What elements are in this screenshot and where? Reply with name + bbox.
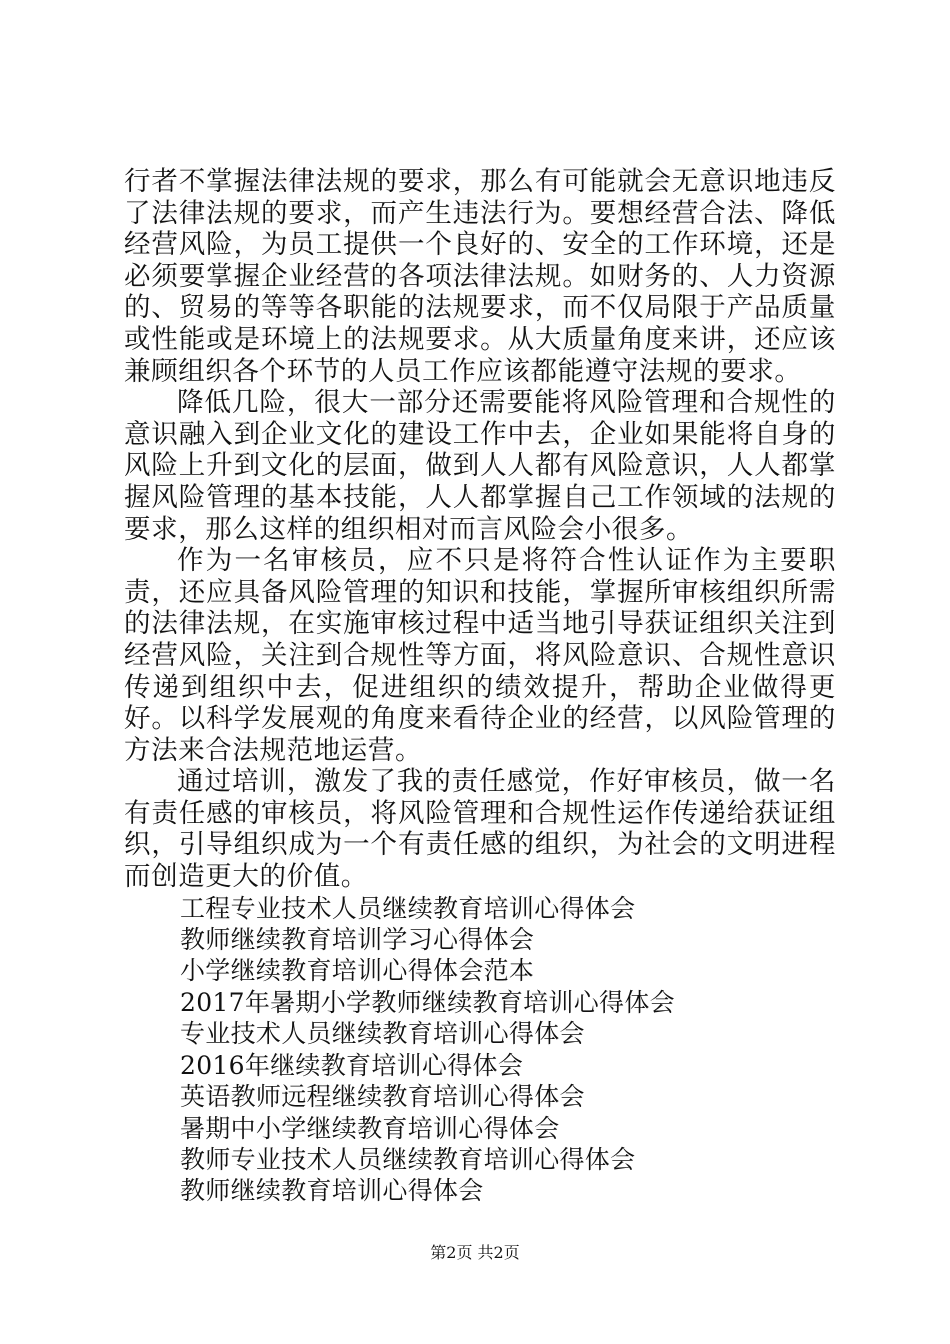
related-link[interactable]: 英语教师远程继续教育培训心得体会	[180, 1082, 585, 1112]
related-link[interactable]: 2017年暑期小学教师继续教育培训心得体会	[180, 987, 675, 1017]
paragraph: 行者不掌握法律法规的要求，那么有可能就会无意识地违反了法律法规的要求，而产生违法行为。要想经营合法、降低经营风险，为员工提供一个良好的、安全的工作环境，还是必须要掌握企业经营的各项法律法规。如财务的、人力资源的、贸易的等等各职能的法规要求，而不仅局限于产品质量或性能或是环境上的法规要求。从大质量角度来讲，还应该兼顾组织各个环节的人员工作应该都能遵守法规的要求。	[124, 166, 836, 387]
page-footer: 第2页 共2页	[430, 1243, 520, 1262]
related-link[interactable]: 专业技术人员继续教育培训心得体会	[180, 1019, 585, 1049]
related-link[interactable]: 教师专业技术人员继续教育培训心得体会	[180, 1144, 636, 1174]
related-link[interactable]: 教师继续教育培训学习心得体会	[180, 925, 535, 955]
related-links-list	[124, 893, 836, 1207]
document-body	[124, 166, 836, 1207]
related-link[interactable]: 教师继续教育培训心得体会	[180, 1176, 484, 1206]
paragraph: 作为一名审核员，应不只是将符合性认证作为主要职责，还应具备风险管理的知识和技能，掌握所审核组织所需的法律法规，在实施审核过程中适当地引导获证组织关注到经营风险，关注到合规性等方面，将风险意识、合规性意识传递到组织中去，促进组织的绩效提升，帮助企业做得更好。以科学发展观的角度来看待企业的经营，以风险管理的方法来合法规范地运营。	[124, 545, 836, 766]
related-link[interactable]: 暑期中小学继续教育培训心得体会	[180, 1113, 560, 1143]
related-link[interactable]: 小学继续教育培训心得体会范本	[180, 956, 535, 986]
paragraph: 通过培训，激发了我的责任感觉，作好审核员，做一名有责任感的审核员，将风险管理和合规性运作传递给获证组织，引导组织成为一个有责任感的组织，为社会的文明进程而创造更大的价值。	[124, 766, 836, 893]
paragraph: 降低几险，很大一部分还需要能将风险管理和合规性的意识融入到企业文化的建设工作中去，企业如果能将自身的风险上升到文化的层面，做到人人都有风险意识，人人都掌握风险管理的基本技能，人人都掌握自己工作领域的法规的要求，那么这样的组织相对而言风险会小很多。	[124, 387, 836, 545]
related-link[interactable]: 工程专业技术人员继续教育培训心得体会	[180, 893, 636, 923]
related-link[interactable]: 2016年继续教育培训心得体会	[180, 1050, 524, 1080]
